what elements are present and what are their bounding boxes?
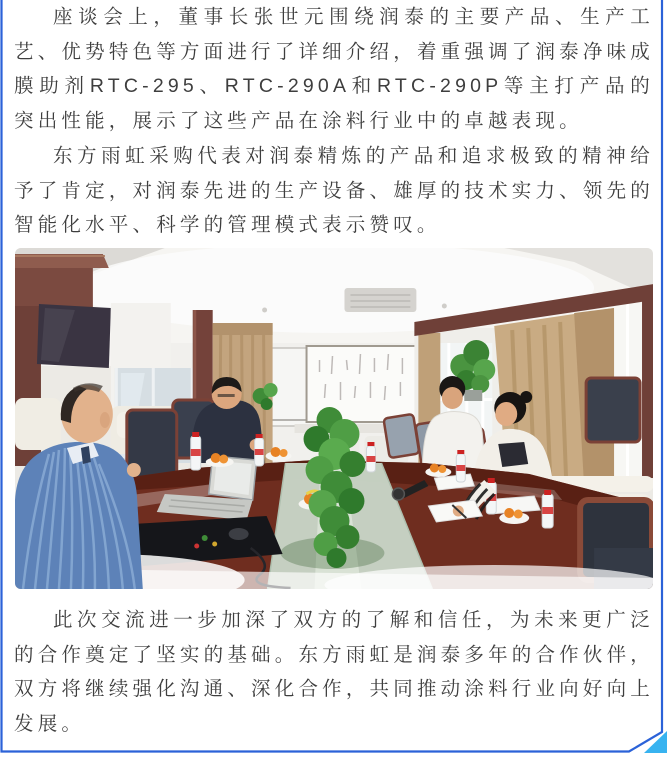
paragraph-intro: 座谈会上，董事长张世元围绕润泰的主要产品、生产工艺、优势特色等方面进行了详细介绍，着重强调了润泰净味成膜助剂RTC-295、RTC-290A和RTC-290P等主打产品的突出性能，展示了这些产品在涂料行业中的卓越表现。 bbox=[14, 6, 654, 133]
meeting-photo bbox=[15, 248, 653, 589]
meeting-photo-illustration bbox=[15, 248, 653, 589]
paragraph-praise: 东方雨虹采购代表对润泰精炼的产品和追求极致的精神给予了肯定，对润泰先进的生产设备、雄厚的技术实力、领先的智能化水平、科学的管理模式表示赞叹。 bbox=[14, 144, 654, 237]
paragraph-conclusion: 此次交流进一步加深了双方的了解和信任，为未来更广泛的合作奠定了坚实的基础。东方雨虹是润泰多年的合作伙伴，双方将继续强化沟通、深化合作，共同推动涂料行业向好向上发展。 bbox=[14, 608, 654, 736]
